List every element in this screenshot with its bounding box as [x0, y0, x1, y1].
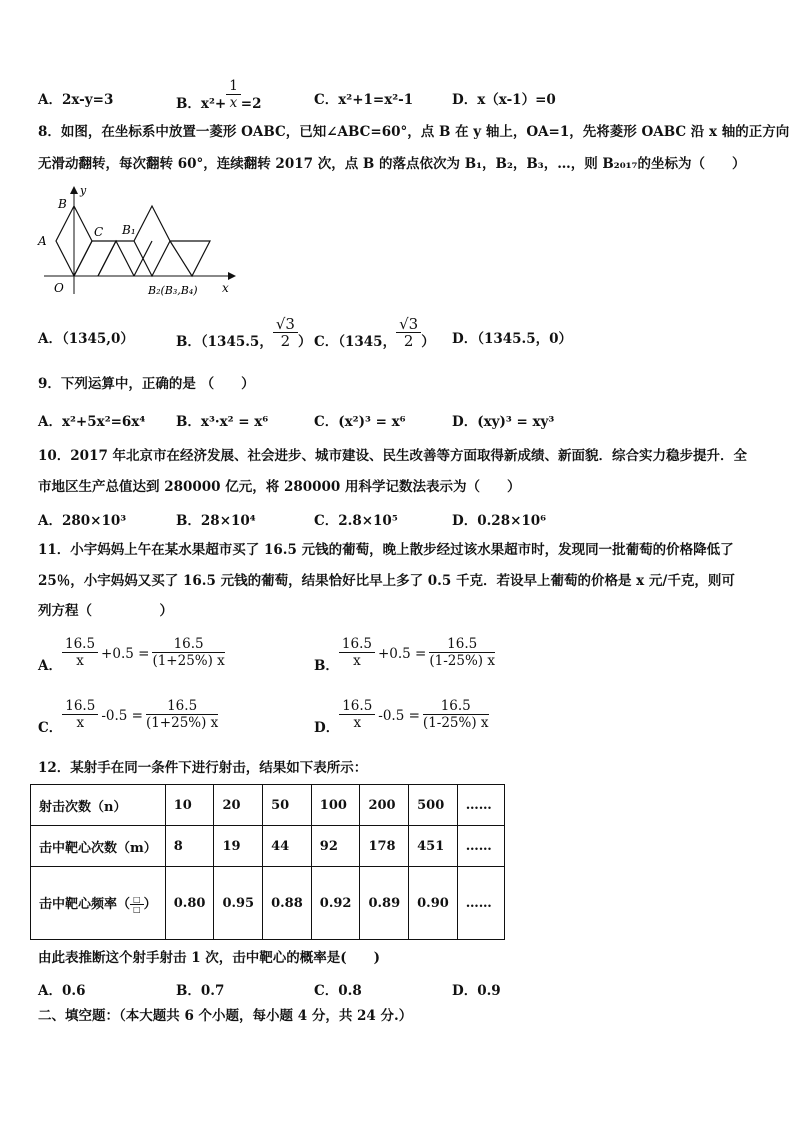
table-row: [31, 785, 505, 826]
fraction-numerator: √3: [396, 316, 421, 333]
q10-stem-line-1: 10．2017 年北京市在经济发展、社会进步、城市建设、民生改善等方面取得新成绩、新面貌．综合实力稳步提升．全: [38, 448, 748, 464]
q11-stem-line-3: 列方程（ ）: [38, 603, 173, 619]
q11-stem-line-2: 25％，小宇妈妈又买了 16.5 元钱的葡萄，结果恰好比早上多了 0.5 千克．若设早上葡萄的价格是 x 元/千克，则可: [38, 573, 735, 589]
q7-option-d: D．x（x-1）=0: [452, 92, 556, 108]
table-cell: 0.88: [263, 867, 312, 940]
table-cell: 500: [409, 785, 458, 826]
operator: +0.5 =: [101, 646, 150, 662]
rhombus-rolling-figure: [36, 182, 246, 302]
q7-option-b-fraction: [226, 78, 241, 111]
fraction-numerator: 16.5: [62, 636, 98, 653]
q11-option-c: [38, 698, 219, 736]
q8-option-b-close: ）: [297, 334, 312, 350]
fraction-numerator: 1: [226, 78, 241, 95]
label-x: x: [222, 281, 229, 295]
y-axis-arrow: [70, 186, 78, 194]
table-cell: 19: [214, 826, 263, 867]
fraction-numerator: √3: [273, 316, 298, 333]
q7-option-b-prefix: B．x²+: [176, 96, 227, 112]
table-cell: 射击次数（n）: [31, 785, 166, 826]
table-cell: 0.92: [311, 867, 360, 940]
operator: -0.5 =: [378, 708, 420, 724]
q8-option-b: [176, 316, 311, 349]
rhombus-roll-1: [74, 241, 116, 276]
rhs-fraction: [146, 698, 218, 731]
q7-option-c: C．x²+1=x²-1: [314, 92, 414, 108]
q8-option-c: [314, 316, 435, 349]
fraction-numerator: 16.5: [339, 698, 375, 715]
fraction-numerator: 16.5: [146, 698, 218, 715]
q12-option-b: B．0.7: [176, 983, 225, 999]
q8-option-a: A．（1345,0）: [38, 331, 134, 347]
q7-option-b-suffix: =2: [240, 96, 262, 112]
table-cell: 0.89: [360, 867, 409, 940]
fraction-numerator: 16.5: [62, 698, 98, 715]
operator: +0.5 =: [377, 646, 427, 662]
q11-option-d: [314, 698, 489, 736]
table-cell: 100: [311, 785, 360, 826]
table-row: [31, 867, 505, 940]
table-cell: ……: [457, 826, 504, 867]
lhs-fraction: [62, 636, 98, 669]
q8-option-d: D．（1345.5，0）: [452, 331, 573, 347]
fraction-denominator: (1-25%) x: [422, 715, 489, 731]
q10-option-c: C．2.8×10⁵: [314, 513, 398, 529]
q12-option-d: D．0.9: [452, 983, 501, 999]
table-cell: 92: [311, 826, 360, 867]
q9-stem: 9．下列运算中，正确的是 （ ）: [38, 376, 255, 392]
label-y: y: [80, 184, 87, 197]
q11-option-a: [38, 636, 225, 674]
table-cell: 200: [360, 785, 409, 826]
option-label: B．: [314, 658, 339, 674]
table-cell: 178: [360, 826, 409, 867]
q12-stem: 12．某射手在同一条件下进行射击，结果如下表所示：: [38, 760, 368, 776]
section-2-heading: 二、填空题：（本大题共 6 个小题，每小题 4 分，共 24 分.）: [38, 1008, 413, 1024]
x-axis-arrow: [228, 272, 236, 280]
q9-option-d: D．(xy)³ = xy³: [452, 414, 555, 430]
q12-question: 由此表推断这个射手射击 1 次，击中靶心的概率是( ): [38, 950, 381, 966]
table-cell: 击中靶心次数（m）: [31, 826, 166, 867]
q11-option-b: [314, 636, 495, 674]
frequency-label: 击中靶心频率（: [39, 896, 131, 912]
q11-stem-line-1: 11．小宇妈妈上午在某水果超市买了 16.5 元钱的葡萄，晚上散步经过该水果超市时，发现同一批葡萄的价格降低了: [38, 542, 734, 558]
q7-option-a: A．2x-y=3: [38, 92, 114, 108]
q8-option-c-close: ）: [421, 334, 435, 350]
q12-option-a: A．0.6: [38, 983, 86, 999]
lhs-fraction: [339, 698, 375, 731]
fraction-denominator: 2: [403, 332, 414, 350]
q8-option-b-fraction: [273, 316, 298, 349]
option-label: C．: [38, 720, 63, 736]
table-row: [31, 826, 505, 867]
fraction-denominator: x: [353, 653, 361, 669]
q8-option-c-prefix: C．（1345，: [314, 334, 397, 350]
label-a: A: [38, 234, 47, 248]
fraction-denominator: (1+25%) x: [152, 653, 225, 669]
label-b1: B₁: [122, 223, 136, 237]
fraction-denominator: (1+25%) x: [145, 715, 219, 731]
rhombus-roll-2: [98, 241, 134, 276]
q8-option-c-fraction: [396, 316, 421, 349]
table-cell: 451: [409, 826, 458, 867]
rhombus-roll-5: [170, 241, 210, 276]
table-cell: 10: [165, 785, 214, 826]
fraction-denominator: (1-25%) x: [429, 653, 495, 669]
label-c: C: [94, 225, 104, 239]
table-cell: ……: [457, 867, 504, 940]
table-cell: 8: [165, 826, 214, 867]
fraction-denominator: x: [76, 653, 84, 669]
table-cell: 0.95: [214, 867, 263, 940]
fraction-denominator: x: [76, 715, 85, 731]
q8-option-b-prefix: B．（1345.5，: [176, 334, 273, 350]
table-cell: 0.90: [409, 867, 458, 940]
fraction-numerator: 16.5: [423, 698, 489, 715]
rhombus-roll-3: [116, 206, 170, 276]
fraction-numerator: 16.5: [152, 636, 224, 653]
label-b: B: [58, 197, 67, 211]
label-b2-b3-b4: B₂(B₃,B₄): [148, 284, 198, 297]
table-cell: 20: [214, 785, 263, 826]
rhs-fraction: [429, 636, 495, 669]
q8-stem-line-2: 无滑动翻转，每次翻转 60°，连续翻转 2017 次，点 B 的落点依次为 B₁，B₂，B₃，…，则 B₂₀₁₇的坐标为（ ）: [38, 156, 746, 172]
option-label: D．: [314, 720, 340, 736]
table-cell: ……: [457, 785, 504, 826]
operator: -0.5 =: [101, 708, 143, 724]
q10-option-a: A．280×10³: [38, 513, 127, 529]
fraction-denominator: x: [229, 95, 238, 111]
rhs-fraction: [152, 636, 224, 669]
table-cell: 50: [263, 785, 312, 826]
fraction-numerator: 16.5: [339, 636, 375, 653]
q9-option-c: C．(x²)³ = x⁶: [314, 414, 406, 430]
lhs-fraction: [339, 636, 375, 669]
fraction-numerator: 16.5: [429, 636, 495, 653]
fraction-numerator: □: [130, 895, 144, 905]
q9-option-a: A．x²+5x²=6x⁴: [38, 414, 146, 430]
rhs-fraction: [423, 698, 489, 731]
fraction-denominator: □: [133, 904, 141, 914]
option-label: A．: [38, 658, 62, 674]
lhs-fraction: [62, 698, 98, 731]
q9-option-b: B．x³·x² = x⁶: [176, 414, 269, 430]
q10-option-b: B．28×10⁴: [176, 513, 256, 529]
table-cell-frequency-label: [31, 867, 166, 940]
fraction-denominator: x: [353, 715, 362, 731]
q7-option-b: [176, 78, 262, 111]
q8-stem-line-1: 8．如图，在坐标系中放置一菱形 OABC，已知∠ABC=60°，点 B 在 y 轴上，OA=1，先将菱形 OABC 沿 x 轴的正方向: [38, 124, 790, 140]
label-o: O: [54, 281, 64, 295]
frequency-fraction: [130, 895, 144, 914]
table-cell: 0.80: [165, 867, 214, 940]
fraction-denominator: 2: [280, 332, 291, 350]
frequency-label-close: ）: [143, 896, 157, 912]
q10-stem-line-2: 市地区生产总值达到 280000 亿元，将 280000 用科学记数法表示为（ ）: [38, 479, 521, 495]
shooting-results-table: [30, 784, 505, 940]
q12-option-c: C．0.8: [314, 983, 362, 999]
q10-option-d: D．0.28×10⁶: [452, 513, 547, 529]
table-cell: 44: [263, 826, 312, 867]
